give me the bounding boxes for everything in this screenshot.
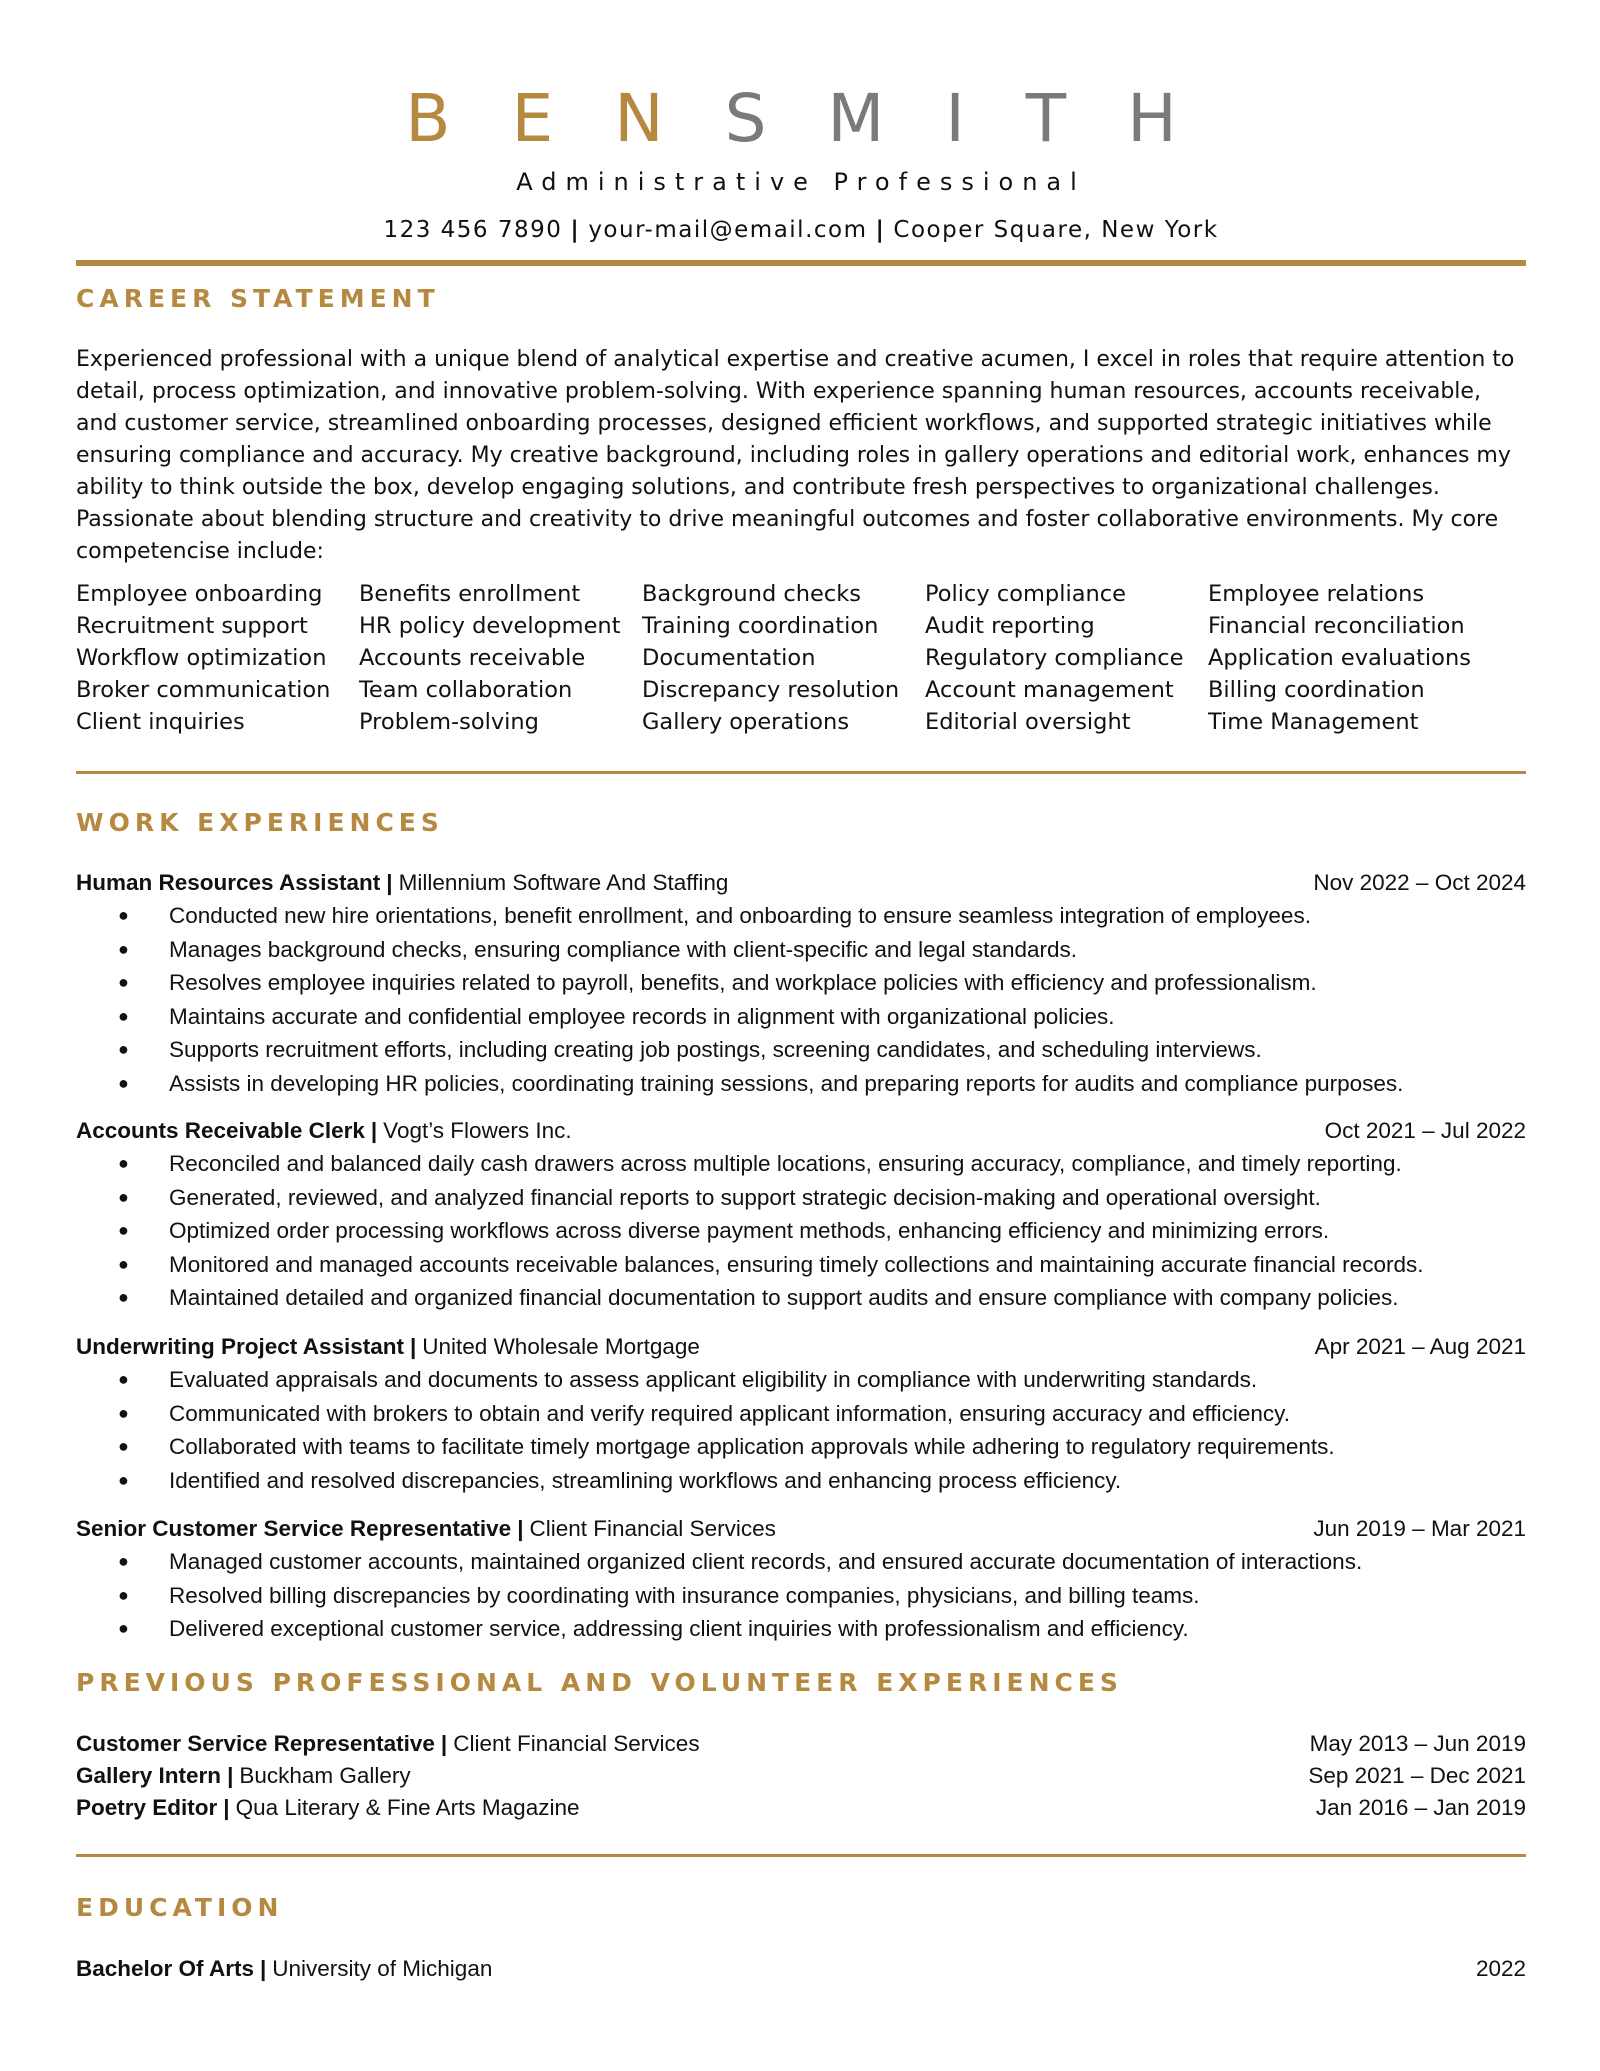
skill-item: Editorial oversight: [925, 709, 1131, 735]
skill-item: Background checks: [642, 581, 861, 607]
job-role: Senior Customer Service Representative: [76, 1516, 512, 1541]
skill-item: Policy compliance: [925, 581, 1126, 607]
job-bullets: [76, 1147, 1526, 1315]
job-role: Underwriting Project Assistant: [76, 1334, 404, 1359]
skill-item: Regulatory compliance: [925, 645, 1184, 671]
job-dates: Jun 2019 – Mar 2021: [1313, 1516, 1526, 1541]
first-name: B E N: [405, 80, 684, 157]
previous-item: Poetry Editor | Qua Literary & Fine Arts Magazine Jan 2016 – Jan 2019: [76, 1795, 1526, 1820]
bullet-item: ● Generated, reviewed, and analyzed financial reports to support strategic decision-making and operational oversight.: [118, 1184, 1321, 1210]
job-company: Vogt’s Flowers Inc.: [383, 1118, 572, 1143]
candidate-name: [76, 80, 1526, 157]
bullet-item: ● Resolved billing discrepancies by coordinating with insurance companies, physicians, and billing teams.: [118, 1582, 1200, 1608]
job-header: Senior Customer Service Representative | Client Financial Services Jun 2019 – Mar 2021: [76, 1512, 1526, 1545]
bullet-item: ● Maintained detailed and organized financial documentation to support audits and ensure compliance with company policies.: [118, 1285, 1399, 1310]
last-name: S M I T H: [724, 80, 1197, 157]
job-company: United Wholesale Mortgage: [422, 1334, 700, 1359]
skill-item: Team collaboration: [359, 677, 573, 703]
skill-item: Time Management: [1208, 709, 1419, 735]
skill-item: Workflow optimization: [76, 645, 327, 671]
education-heading: EDUCATION: [76, 1893, 284, 1922]
bullet-item: ● Collaborated with teams to facilitate timely mortgage application approvals while adhering to regulatory requirements.: [118, 1434, 1335, 1459]
skill-item: Audit reporting: [925, 613, 1095, 639]
skill-item: Gallery operations: [642, 709, 850, 735]
career-statement: Experienced professional with a unique blend of analytical expertise and creative acumen, I excel in roles that require attention to detail, process optimization, and innovative problem-solving. With experience spanning human resources, accounts receivable, and customer service, streamlined onboarding processes, designed efficient workflows, and supported strategic initiatives while ensuring compliance and accuracy. My creative background, including roles in gallery operations and editorial work, enhances my ability to think outside the box, develop engaging solutions, and contribute fresh perspectives to organizational challenges. Passionate about blending structure and creativity to drive meaningful outcomes and foster collaborative environments. My core competencise include:: [76, 347, 1515, 564]
job-role: Human Resources Assistant: [76, 870, 381, 895]
job-dates: Oct 2021 – Jul 2022: [1324, 1118, 1526, 1143]
job-entry: [76, 1512, 1526, 1646]
bullet-item: ● Conducted new hire orientations, benefit enrollment, and onboarding to ensure seamless integration of employees.: [118, 903, 1311, 928]
skill-item: Application evaluations: [1208, 645, 1471, 671]
career-heading: CAREER STATEMENT: [76, 284, 440, 313]
skills-grid: [76, 578, 1526, 738]
previous-item: Customer Service Representative | Client Financial Services May 2013 – Jun 2019: [76, 1731, 1526, 1756]
bullet-item: ● Assists in developing HR policies, coordinating training sessions, and preparing reports for audits and compliance purposes.: [118, 1070, 1404, 1096]
job-header: Human Resources Assistant | Millennium Software And Staffing Nov 2022 – Oct 2024: [76, 866, 1526, 899]
skill-item: Problem-solving: [359, 709, 539, 735]
skill-item: Documentation: [642, 645, 816, 671]
section-divider: [76, 771, 1526, 774]
contact-line: [76, 217, 1526, 243]
skill-item: Broker communication: [76, 677, 331, 703]
job-header: Accounts Receivable Clerk | Vogt’s Flowers Inc. Oct 2021 – Jul 2022: [76, 1114, 1526, 1147]
job-dates: Nov 2022 – Oct 2024: [1313, 870, 1526, 895]
skill-item: Recruitment support: [76, 613, 308, 639]
previous-item: Gallery Intern | Buckham Gallery Sep 2021 – Dec 2021: [76, 1763, 1526, 1788]
location: Cooper Square, New York: [893, 217, 1219, 243]
job-company: Client Financial Services: [529, 1516, 776, 1541]
header-divider: [76, 260, 1526, 266]
school: University of Michigan: [272, 1956, 493, 1981]
bullet-item: ● Communicated with brokers to obtain and verify required applicant information, ensuring accuracy and efficiency.: [118, 1400, 1291, 1426]
job-entry: [76, 866, 1526, 1100]
skill-item: Training coordination: [642, 613, 879, 639]
job-title: Administrative Professional: [516, 168, 1086, 196]
bullet-item: ● Identified and resolved discrepancies, streamlining workflows and enhancing process efficiency.: [118, 1467, 1122, 1493]
separator: |: [570, 217, 581, 243]
job-entry: [76, 1330, 1526, 1497]
bullet-item: ● Monitored and managed accounts receivable balances, ensuring timely collections and maintaining accurate financial records.: [118, 1251, 1424, 1277]
job-company: Millennium Software And Staffing: [398, 870, 729, 895]
skill-item: Employee onboarding: [76, 581, 323, 607]
job-bullets: [76, 899, 1526, 1100]
education-entry: [76, 1953, 1526, 1985]
job-bullets: [76, 1545, 1526, 1646]
skill-item: Financial reconciliation: [1208, 613, 1465, 639]
skill-item: Discrepancy resolution: [642, 677, 900, 703]
bullet-item: ● Optimized order processing workflows across diverse payment methods, enhancing efficiency and minimizing errors.: [118, 1218, 1330, 1243]
previous-list: [76, 1728, 1526, 1824]
skill-item: HR policy development: [359, 613, 621, 639]
bullet-item: ● Maintains accurate and confidential employee records in alignment with organizational policies.: [118, 1003, 1115, 1029]
degree: Bachelor Of Arts: [76, 1956, 254, 1981]
job-header: Underwriting Project Assistant | United Wholesale Mortgage Apr 2021 – Aug 2021: [76, 1330, 1526, 1363]
job-role: Accounts Receivable Clerk: [76, 1118, 365, 1143]
bullet-item: ● Evaluated appraisals and documents to assess applicant eligibility in compliance with underwriting standards.: [118, 1367, 1258, 1392]
separator: |: [875, 217, 886, 243]
skill-item: Account management: [925, 677, 1174, 703]
section-divider: [76, 1854, 1526, 1857]
job-bullets: [76, 1363, 1526, 1497]
job-entry: [76, 1114, 1526, 1315]
bullet-item: ● Reconciled and balanced daily cash drawers across multiple locations, ensuring accuracy, compliance, and timely reporting.: [118, 1151, 1402, 1176]
skill-item: Benefits enrollment: [359, 581, 581, 607]
job-dates: Apr 2021 – Aug 2021: [1314, 1334, 1526, 1359]
skill-item: Employee relations: [1208, 581, 1425, 607]
email: your-mail@email.com: [588, 217, 868, 243]
bullet-item: ● Resolves employee inquiries related to payroll, benefits, and workplace policies with efficiency and professionalism.: [118, 970, 1317, 995]
skill-item: Client inquiries: [76, 709, 245, 735]
phone: 123 456 7890: [383, 217, 563, 243]
previous-heading: PREVIOUS PROFESSIONAL AND VOLUNTEER EXPERIENCES: [76, 1668, 1123, 1697]
graduation-year: 2022: [1475, 1956, 1526, 1981]
bullet-item: ● Managed customer accounts, maintained organized client records, and ensured accurate documentation of interactions.: [118, 1549, 1363, 1574]
skill-item: Accounts receivable: [359, 645, 586, 671]
education-row: Bachelor Of Arts | University of Michigan 2022: [76, 1953, 1526, 1985]
bullet-item: ● Supports recruitment efforts, including creating job postings, screening candidates, and scheduling interviews.: [118, 1037, 1262, 1062]
bullet-item: ● Manages background checks, ensuring compliance with client-specific and legal standards.: [118, 936, 1077, 962]
bullet-item: ● Delivered exceptional customer service, addressing client inquiries with professionalism and efficiency.: [118, 1616, 1189, 1641]
work-heading: WORK EXPERIENCES: [76, 808, 444, 837]
skill-item: Billing coordination: [1208, 677, 1425, 703]
